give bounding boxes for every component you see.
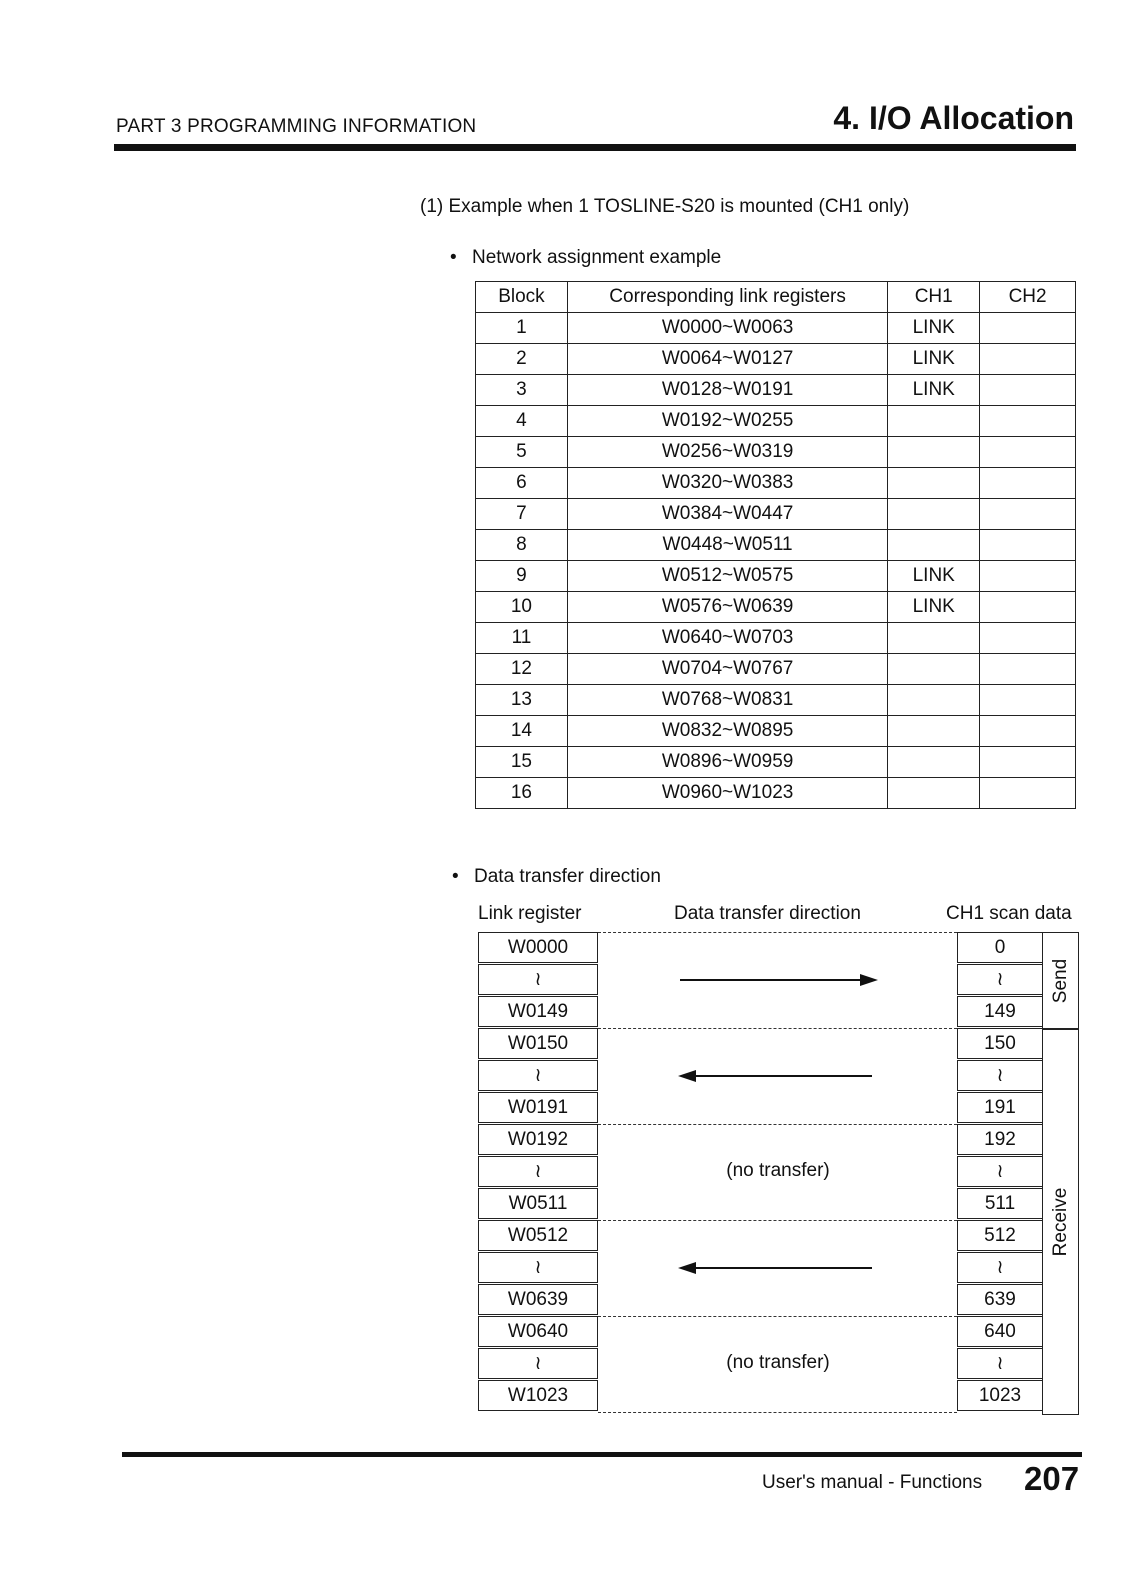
cell-ch1	[888, 530, 980, 561]
scan-data-start: 150	[957, 1028, 1043, 1059]
link-register-start: W0192	[478, 1124, 598, 1155]
cell-ch1	[888, 685, 980, 716]
cell-ch1	[888, 468, 980, 499]
col-scan-data: CH1 scan data	[946, 903, 1072, 924]
header-section: PART 3 PROGRAMMING INFORMATION	[116, 116, 477, 137]
scan-data-range-mark: ≀	[957, 1252, 1043, 1283]
cell-ch1: LINK	[888, 313, 980, 344]
link-register-range-mark: ≀	[478, 1060, 598, 1091]
cell-link-registers: W0768~W0831	[567, 685, 887, 716]
cell-link-registers: W0576~W0639	[567, 592, 887, 623]
bullet-dot: •	[452, 866, 459, 887]
header-rule	[114, 144, 1076, 151]
link-register-start: W0150	[478, 1028, 598, 1059]
group-separator-line	[598, 1220, 957, 1221]
cell-ch2	[980, 654, 1076, 685]
cell-ch2	[980, 623, 1076, 654]
no-transfer-label: (no transfer)	[726, 1352, 830, 1373]
table-row	[476, 623, 1076, 654]
link-register-range-mark: ≀	[478, 964, 598, 995]
col-transfer-direction: Data transfer direction	[674, 903, 861, 924]
footer-text: User's manual - Functions	[762, 1472, 983, 1493]
cell-link-registers: W0832~W0895	[567, 716, 887, 747]
table-row	[476, 778, 1076, 809]
group-separator-line	[598, 1316, 957, 1317]
cell-ch1: LINK	[888, 375, 980, 406]
col-block: Block	[476, 282, 568, 313]
bullet-dot: •	[450, 247, 457, 268]
link-register-end: W0639	[478, 1284, 598, 1315]
link-register-start: W0512	[478, 1220, 598, 1251]
group-separator-line	[598, 1412, 957, 1413]
receive-group-box	[1042, 1028, 1079, 1415]
arrow-head	[860, 974, 878, 986]
cell-link-registers: W0896~W0959	[567, 747, 887, 778]
scan-data-range-mark: ≀	[957, 1156, 1043, 1187]
cell-ch1	[888, 654, 980, 685]
cell-link-registers: W0192~W0255	[567, 406, 887, 437]
cell-link-registers: W0640~W0703	[567, 623, 887, 654]
table-row	[476, 499, 1076, 530]
cell-block: 12	[476, 654, 568, 685]
cell-block: 8	[476, 530, 568, 561]
cell-link-registers: W0000~W0063	[567, 313, 887, 344]
link-register-start: W0000	[478, 932, 598, 963]
scan-data-end: 1023	[957, 1380, 1043, 1411]
cell-ch2	[980, 778, 1076, 809]
cell-link-registers: W0704~W0767	[567, 654, 887, 685]
cell-link-registers: W0320~W0383	[567, 468, 887, 499]
scan-data-range-mark: ≀	[957, 964, 1043, 995]
bullet-transfer	[452, 866, 661, 888]
arrow-left-icon	[670, 1258, 890, 1278]
cell-ch1: LINK	[888, 592, 980, 623]
link-register-start: W0640	[478, 1316, 598, 1347]
table-row	[476, 375, 1076, 406]
example-title: (1) Example when 1 TOSLINE-S20 is mounted (CH1 only)	[420, 196, 910, 217]
table-row	[476, 406, 1076, 437]
cell-block: 2	[476, 344, 568, 375]
link-register-end: W0511	[478, 1188, 598, 1219]
arrow-right-icon	[670, 970, 890, 990]
scan-data-end: 191	[957, 1092, 1043, 1123]
link-register-end: W1023	[478, 1380, 598, 1411]
cell-block: 1	[476, 313, 568, 344]
link-register-end: W0191	[478, 1092, 598, 1123]
bullet-network	[450, 247, 721, 269]
cell-ch2	[980, 592, 1076, 623]
arrow-head	[678, 1262, 696, 1274]
link-register-range-mark: ≀	[478, 1252, 598, 1283]
cell-ch2	[980, 561, 1076, 592]
cell-link-registers: W0384~W0447	[567, 499, 887, 530]
cell-block: 10	[476, 592, 568, 623]
cell-ch2	[980, 747, 1076, 778]
cell-block: 3	[476, 375, 568, 406]
cell-ch2	[980, 530, 1076, 561]
table-row	[476, 530, 1076, 561]
network-table-body	[476, 313, 1076, 809]
cell-ch2	[980, 685, 1076, 716]
bullet-transfer-text: Data transfer direction	[474, 866, 661, 887]
cell-ch2	[980, 499, 1076, 530]
bullet-network-text: Network assignment example	[472, 247, 722, 268]
cell-block: 6	[476, 468, 568, 499]
group-separator-line	[598, 1028, 957, 1029]
table-row	[476, 437, 1076, 468]
table-row	[476, 344, 1076, 375]
cell-block: 5	[476, 437, 568, 468]
cell-ch1: LINK	[888, 561, 980, 592]
scan-data-start: 192	[957, 1124, 1043, 1155]
cell-link-registers: W0960~W1023	[567, 778, 887, 809]
cell-block: 14	[476, 716, 568, 747]
network-table	[475, 281, 1076, 809]
cell-link-registers: W0448~W0511	[567, 530, 887, 561]
cell-ch1: LINK	[888, 344, 980, 375]
cell-ch2	[980, 313, 1076, 344]
col-link-registers: Corresponding link registers	[567, 282, 887, 313]
arrow-left-icon	[670, 1066, 890, 1086]
link-register-range-mark: ≀	[478, 1348, 598, 1379]
scan-data-end: 511	[957, 1188, 1043, 1219]
table-row	[476, 313, 1076, 344]
table-row	[476, 561, 1076, 592]
col-link-register: Link register	[478, 903, 582, 924]
cell-block: 13	[476, 685, 568, 716]
scan-data-start: 512	[957, 1220, 1043, 1251]
cell-ch1	[888, 499, 980, 530]
cell-ch1	[888, 747, 980, 778]
cell-ch2	[980, 468, 1076, 499]
cell-block: 11	[476, 623, 568, 654]
table-row	[476, 654, 1076, 685]
col-ch2: CH2	[980, 282, 1076, 313]
cell-block: 4	[476, 406, 568, 437]
network-table-header	[476, 282, 1076, 313]
cell-link-registers: W0512~W0575	[567, 561, 887, 592]
cell-ch1	[888, 623, 980, 654]
scan-data-range-mark: ≀	[957, 1348, 1043, 1379]
header-chapter: 4. I/O Allocation	[833, 100, 1074, 136]
cell-ch2	[980, 375, 1076, 406]
cell-ch2	[980, 344, 1076, 375]
cell-ch1	[888, 778, 980, 809]
cell-block: 15	[476, 747, 568, 778]
table-row	[476, 747, 1076, 778]
group-separator-line	[598, 1124, 957, 1125]
table-row	[476, 685, 1076, 716]
cell-link-registers: W0128~W0191	[567, 375, 887, 406]
link-register-end: W0149	[478, 996, 598, 1027]
table-row	[476, 716, 1076, 747]
table-row	[476, 592, 1076, 623]
cell-ch1	[888, 437, 980, 468]
scan-data-end: 149	[957, 996, 1043, 1027]
scan-data-range-mark: ≀	[957, 1060, 1043, 1091]
group-separator-line	[598, 932, 957, 933]
scan-data-start: 0	[957, 932, 1043, 963]
receive-label: Receive	[1049, 1187, 1071, 1256]
page-number: 207	[1024, 1460, 1080, 1497]
cell-ch2	[980, 716, 1076, 747]
cell-link-registers: W0064~W0127	[567, 344, 887, 375]
cell-ch2	[980, 437, 1076, 468]
footer-rule	[122, 1452, 1082, 1457]
cell-block: 9	[476, 561, 568, 592]
arrow-head	[678, 1070, 696, 1082]
cell-ch2	[980, 406, 1076, 437]
table-row	[476, 468, 1076, 499]
col-ch1: CH1	[888, 282, 980, 313]
cell-ch1	[888, 406, 980, 437]
cell-block: 7	[476, 499, 568, 530]
no-transfer-label: (no transfer)	[726, 1160, 830, 1181]
send-label: Send	[1049, 958, 1071, 1004]
link-register-range-mark: ≀	[478, 1156, 598, 1187]
cell-ch1	[888, 716, 980, 747]
send-group-box	[1042, 932, 1079, 1030]
cell-block: 16	[476, 778, 568, 809]
scan-data-start: 640	[957, 1316, 1043, 1347]
cell-link-registers: W0256~W0319	[567, 437, 887, 468]
scan-data-end: 639	[957, 1284, 1043, 1315]
